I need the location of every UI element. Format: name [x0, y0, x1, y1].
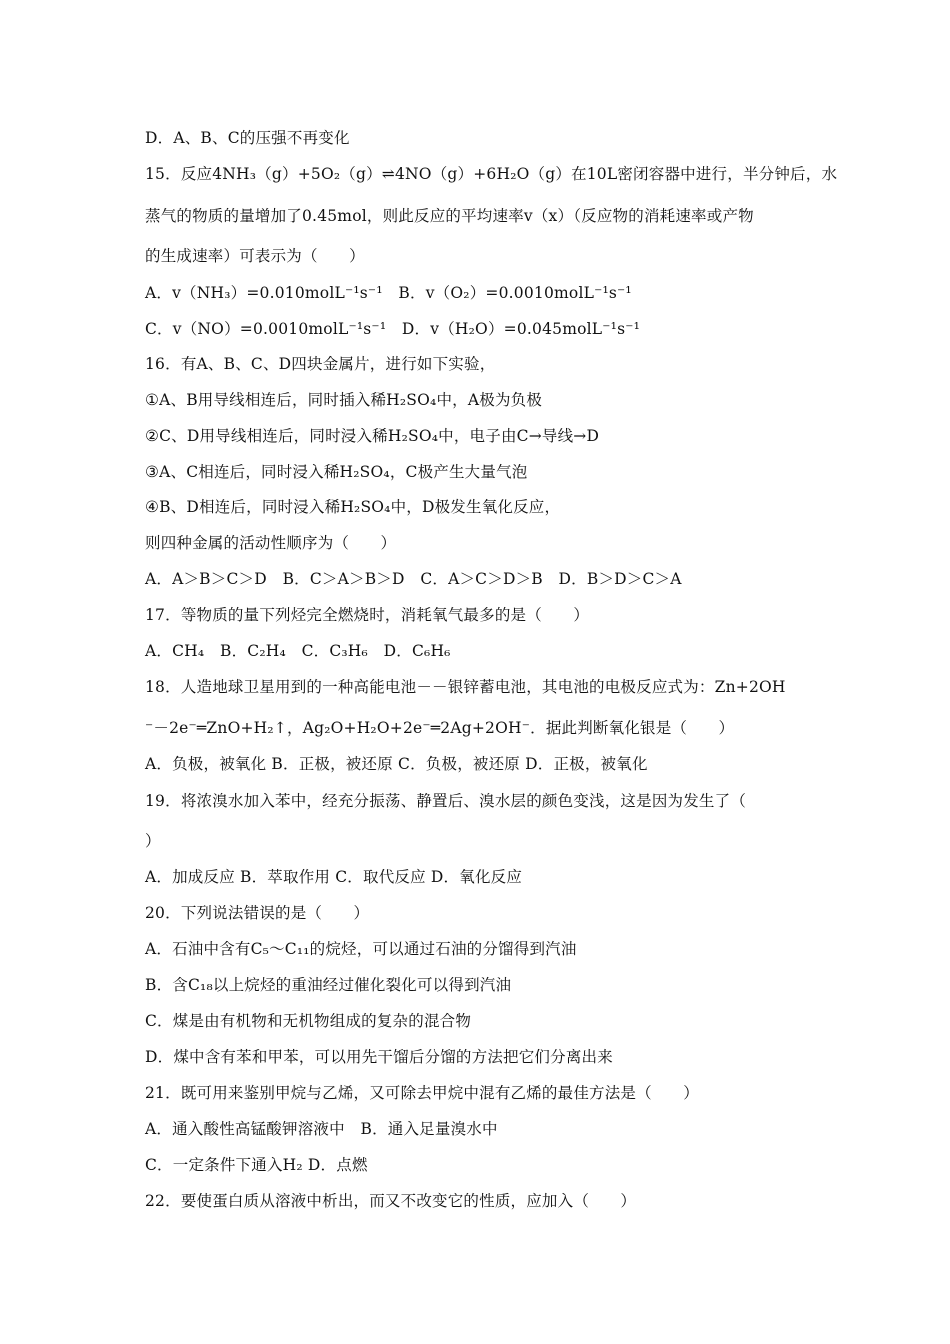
question-18-stem-line-1: 18．人造地球卫星用到的一种高能电池－－银锌蓄电池，其电池的电极反应式为：Zn+2OH	[145, 678, 786, 696]
question-17-options: A．CH₄ B．C₂H₄ C．C₃H₆ D．C₆H₆	[145, 642, 451, 660]
question-16-condition-1: ①A、B用导线相连后，同时插入稀H₂SO₄中，A极为负极	[145, 391, 543, 409]
option-d-q14: D．A、B、C的压强不再变化	[145, 129, 350, 147]
question-21-stem: 21．既可用来鉴别甲烷与乙烯，又可除去甲烷中混有乙烯的最佳方法是（ ）	[145, 1084, 699, 1102]
question-20-option-b: B．含C₁₈以上烷烃的重油经过催化裂化可以得到汽油	[145, 976, 512, 994]
question-20-option-a: A．石油中含有C₅～C₁₁的烷烃，可以通过石油的分馏得到汽油	[145, 940, 577, 958]
question-22-stem: 22．要使蛋白质从溶液中析出，而又不改变它的性质，应加入（ ）	[145, 1192, 637, 1210]
question-20-option-d: D．煤中含有苯和甲苯，可以用先干馏后分馏的方法把它们分离出来	[145, 1048, 613, 1066]
question-15-stem-line-1: 15．反应4NH₃（g）+5O₂（g）⇌4NO（g）+6H₂O（g）在10L密闭容器中进行，半分钟后，水	[145, 165, 838, 183]
question-18-options: A．负极，被氧化 B．正极，被还原 C．负极，被还原 D．正极，被氧化	[145, 755, 648, 773]
question-20-stem: 20．下列说法错误的是（ ）	[145, 904, 370, 922]
question-21-options-ab: A．通入酸性高锰酸钾溶液中 B．通入足量溴水中	[145, 1120, 498, 1138]
question-18-stem-line-2: ⁻－2e⁻═ZnO+H₂↑，Ag₂O+H₂O+2e⁻═2Ag+2OH⁻．据此判断氧化银是（ ）	[145, 719, 735, 737]
question-16-condition-4: ④B、D相连后，同时浸入稀H₂SO₄中，D极发生氧化反应，	[145, 498, 561, 516]
question-16-condition-2: ②C、D用导线相连后，同时浸入稀H₂SO₄中，电子由C→导线→D	[145, 427, 600, 445]
question-15-stem-line-2: 蒸气的物质的量增加了0.45mol，则此反应的平均速率v（x）（反应物的消耗速率或产物	[145, 207, 754, 225]
question-15-stem-line-3: 的生成速率）可表示为（ ）	[145, 247, 365, 265]
question-16-ask: 则四种金属的活动性顺序为（ ）	[145, 534, 397, 552]
question-19-stem-line-2: ）	[145, 832, 161, 850]
question-19-options: A．加成反应 B．萃取作用 C．取代反应 D．氧化反应	[145, 868, 523, 886]
question-16-options: A．A＞B＞C＞D B．C＞A＞B＞D C．A＞C＞D＞B D．B＞D＞C＞A	[145, 570, 682, 588]
question-20-option-c: C．煤是由有机物和无机物组成的复杂的混合物	[145, 1012, 472, 1030]
question-15-options-ab: A．v（NH₃）=0.010molL⁻¹s⁻¹ B．v（O₂）=0.0010molL⁻¹s⁻¹	[145, 284, 632, 302]
question-17-stem: 17．等物质的量下列烃完全燃烧时，消耗氧气最多的是（ ）	[145, 606, 590, 624]
question-16-stem: 16．有A、B、C、D四块金属片，进行如下实验，	[145, 355, 496, 373]
question-19-stem-line-1: 19．将浓溴水加入苯中，经充分振荡、静置后、溴水层的颜色变浅，这是因为发生了（	[145, 792, 747, 810]
question-21-options-cd: C．一定条件下通入H₂ D．点燃	[145, 1156, 368, 1174]
question-16-condition-3: ③A、C相连后，同时浸入稀H₂SO₄，C极产生大量气泡	[145, 463, 528, 481]
question-15-options-cd: C．v（NO）=0.0010molL⁻¹s⁻¹ D．v（H₂O）=0.045molL⁻¹s⁻¹	[145, 320, 641, 338]
